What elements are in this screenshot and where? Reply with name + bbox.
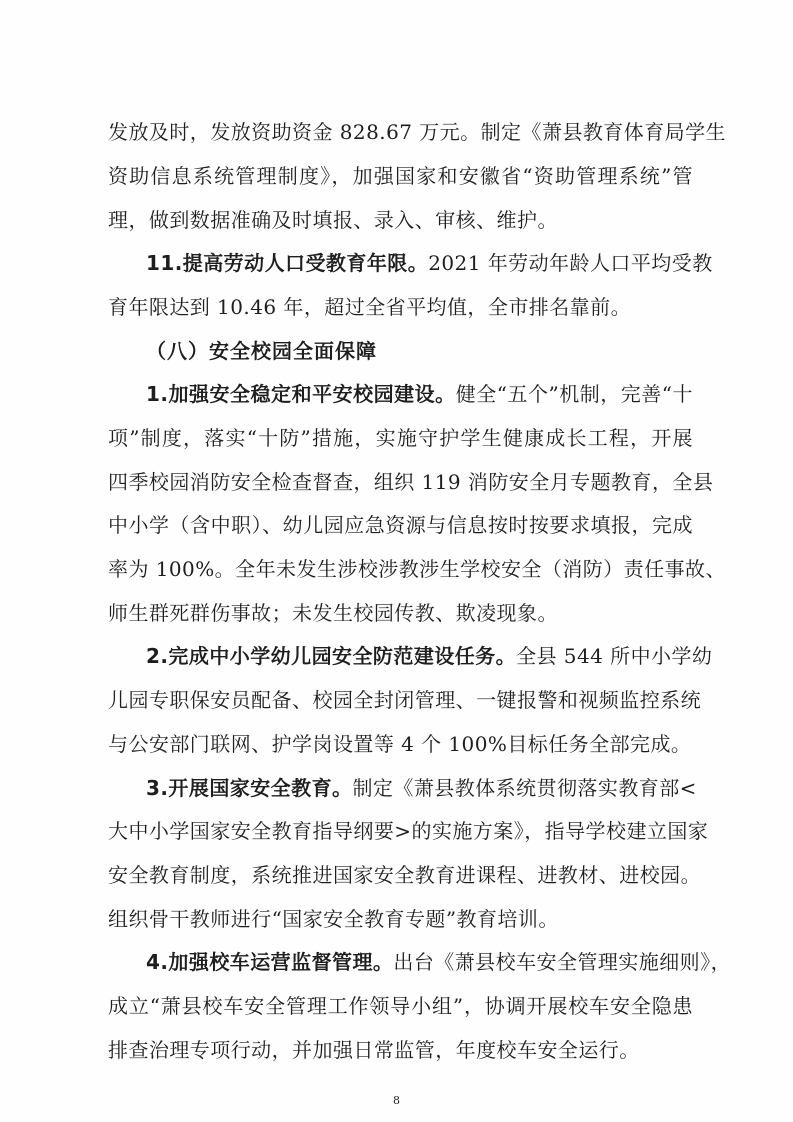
item-3-title: 3.开展国家安全教育。 (146, 776, 353, 800)
item-4-title: 4.加强校车运营监督管理。 (146, 950, 394, 974)
item-11-title: 11.提高劳动人口受教育年限。 (146, 251, 429, 275)
item-2-title: 2.完成中小学幼儿园安全防范建设任务。 (146, 644, 517, 668)
item-1-title: 1.加强安全稳定和平安校园建设。 (146, 382, 456, 406)
item-1-text: 健全“五个”机制，完善“十 (455, 382, 693, 406)
paragraph-line: 儿园专职保安员配备、校园全封闭管理、一键报警和视频监控系统 (108, 688, 702, 712)
paragraph-line: 与公安部门联网、护学岗设置等 4 个 100%目标任务全部完成。 (108, 732, 692, 756)
item-3-text: 制定《萧县教体系统贯彻落实教育部< (352, 776, 697, 800)
paragraph-line: 资助信息系统管理制度》，加强国家和安徽省“资助管理系统”管 (108, 164, 693, 188)
paragraph-line: 率为 100%。全年未发生涉校涉教涉生学校安全（消防）责任事故、 (108, 557, 726, 581)
paragraph-line: 成立“萧县校车安全管理工作领导小组”，协调开展校车安全隐患 (108, 994, 693, 1018)
item-11-text: 2021 年劳动年龄人口平均受教 (428, 251, 713, 275)
item-4-text: 出台《萧县校车安全管理实施细则》， (393, 950, 732, 974)
item-2-first-line (146, 643, 713, 669)
paragraph-line: 四季校园消防安全检查督查，组织 119 消防安全月专题教育，全县 (108, 470, 714, 494)
paragraph-line: 项”制度，落实“十防”措施，实施守护学生健康成长工程，开展 (108, 426, 693, 450)
item-4-first-line (146, 949, 732, 975)
paragraph-line: 组织骨干教师进行“国家安全教育专题”教育培训。 (108, 907, 559, 931)
paragraph-line: 排查治理专项行动，并加强日常监管，年度校车安全运行。 (108, 1038, 640, 1062)
paragraph-line: 中小学（含中职）、幼儿园应急资源与信息按时按要求填报，完成 (108, 513, 693, 537)
section-heading: （八）安全校园全面保障 (146, 339, 377, 363)
paragraph-line: 安全教育制度，系统推进国家安全教育进课程、进教材、进校园。 (108, 863, 702, 887)
paragraph-line: 发放及时，发放资助资金 828.67 万元。制定《萧县教育体育局学生 (108, 120, 726, 144)
item-1-first-line (146, 381, 693, 407)
item-3-first-line (146, 775, 697, 801)
paragraph-line: 大中小学国家安全教育指导纲要>的实施方案》，指导学校建立国家 (108, 819, 709, 843)
item-11-first-line (146, 250, 713, 276)
paragraph-line: 理，做到数据准确及时填报、录入、审核、维护。 (108, 208, 558, 232)
paragraph-line: 师生群死群伤事故；未发生校园传教、欺凌现象。 (108, 601, 558, 625)
item-2-text: 全县 544 所中小学幼 (516, 644, 713, 668)
paragraph-line: 育年限达到 10.46 年，超过全省平均值，全市排名靠前。 (108, 295, 632, 319)
page-number: 8 (393, 1094, 400, 1107)
